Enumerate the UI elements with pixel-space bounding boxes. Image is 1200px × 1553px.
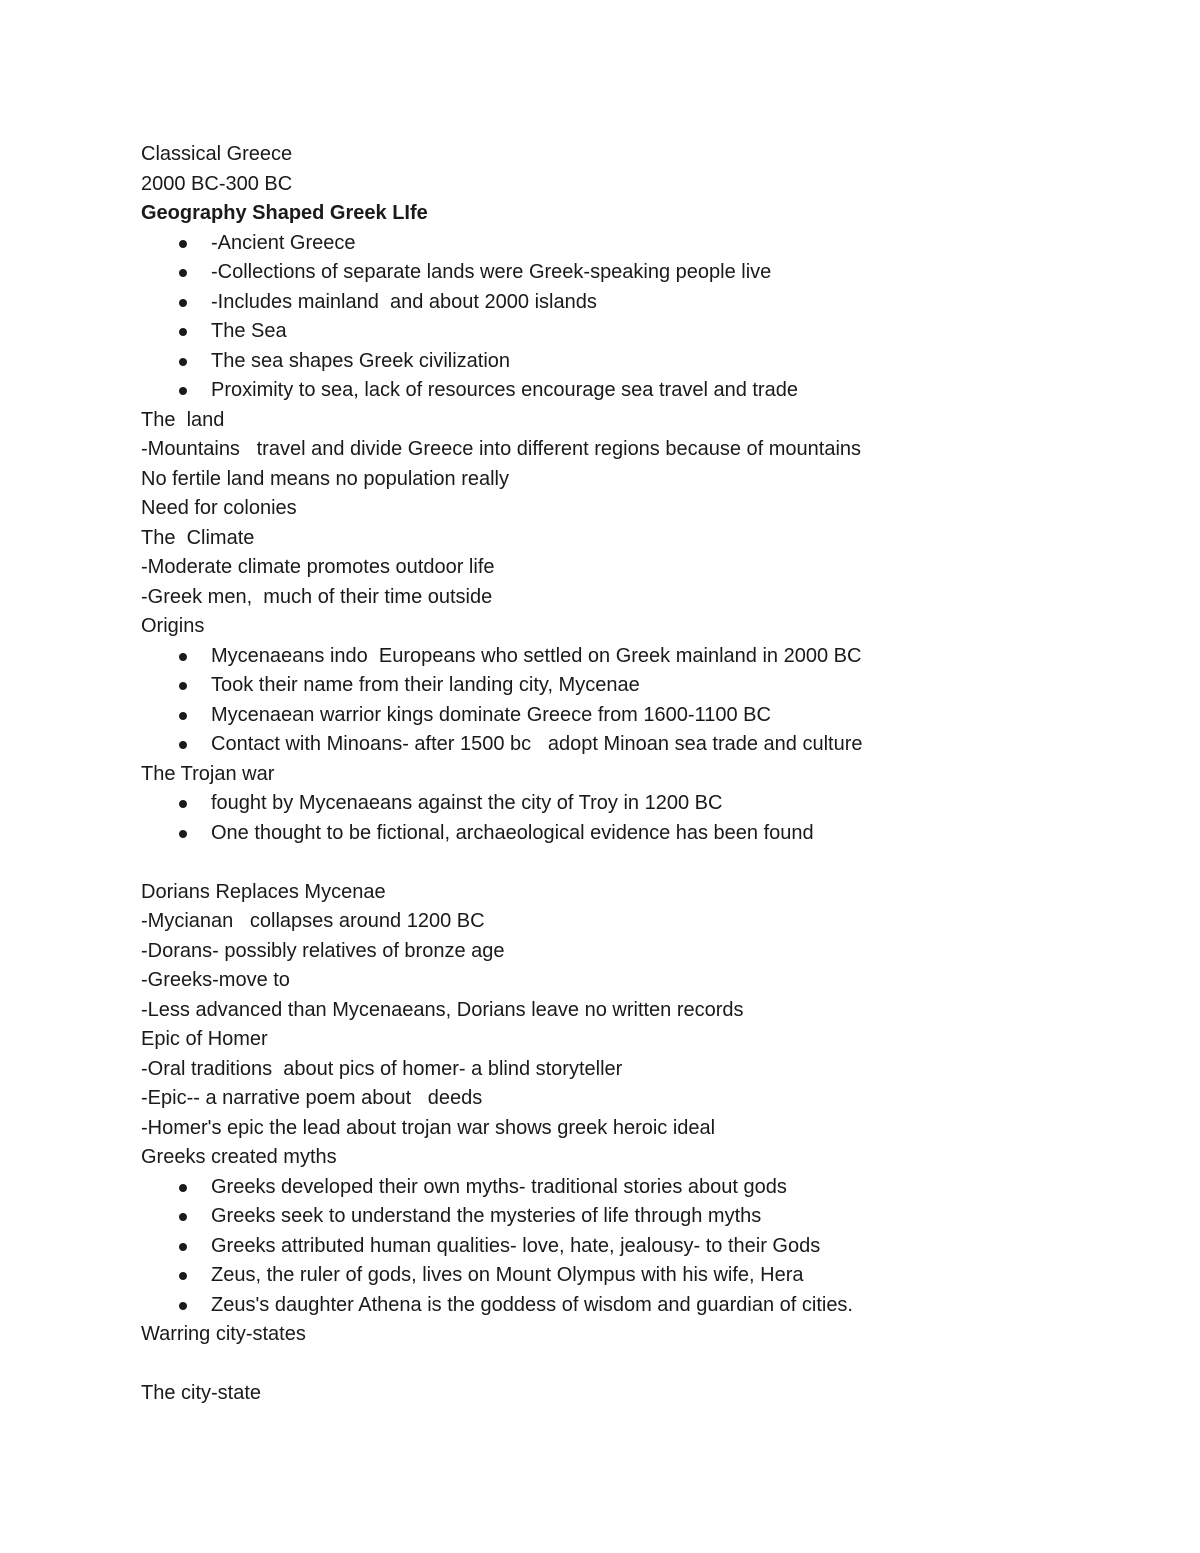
bullet-text: One thought to be fictional, archaeological evidence has been found <box>211 821 814 844</box>
bullet-dot-icon <box>179 358 187 366</box>
bullet-text: -Collections of separate lands were Greek-speaking people live <box>211 261 772 283</box>
bullet-item <box>141 288 1141 318</box>
text-line: Origins <box>141 615 205 637</box>
bullet-text: fought by Mycenaeans against the city of Troy in 1200 BC <box>211 792 723 814</box>
text-line: The Climate <box>141 526 255 549</box>
bullet-dot-icon <box>179 1184 187 1192</box>
text-line: The land <box>141 408 225 431</box>
section-heading: Geography Shaped Greek LIfe <box>141 202 428 224</box>
bullet-text: -Ancient Greece <box>211 231 356 254</box>
bullet-dot-icon <box>179 1213 187 1221</box>
bullet-item <box>141 701 1141 731</box>
bullet-dot-icon <box>179 269 187 277</box>
bullet-dot-icon <box>179 1243 187 1251</box>
bullet-dot-icon <box>179 387 187 395</box>
bullet-dot-icon <box>179 1272 187 1280</box>
bullet-dot-icon <box>179 682 187 690</box>
bullet-text: Mycenaeans indo Europeans who settled on Greek mainland in 2000 BC <box>211 644 862 667</box>
blank-line <box>141 848 1141 878</box>
bullet-dot-icon <box>179 1302 187 1310</box>
text-line: -Oral traditions about pics of homer- a blind storyteller <box>141 1057 623 1080</box>
text-line: Classical Greece <box>141 143 293 165</box>
text-line: 2000 BC-300 BC <box>141 172 293 195</box>
bullet-text: -Includes mainland and about 2000 islands <box>211 290 597 313</box>
bullet-text: Took their name from their landing city, Mycenae <box>211 674 640 696</box>
bullet-dot-icon <box>179 328 187 336</box>
bullet-dot-icon <box>179 712 187 720</box>
bullet-item <box>141 229 1141 259</box>
bullet-item <box>141 819 1141 849</box>
text-line: -Less advanced than Mycenaeans, Dorians leave no written records <box>141 998 744 1021</box>
bullet-dot-icon <box>179 240 187 248</box>
bullet-text: Mycenaean warrior kings dominate Greece from 1600-1100 BC <box>211 703 771 726</box>
bullet-dot-icon <box>179 830 187 838</box>
text-line: -Greek men, much of their time outside <box>141 585 493 608</box>
text-line: Warring city-states <box>141 1323 306 1345</box>
text-line: The Trojan war <box>141 762 275 785</box>
text-line: Need for colonies <box>141 497 297 519</box>
bullet-text: Contact with Minoans- after 1500 bc adopt Minoan sea trade and culture <box>211 733 863 755</box>
bullet-text: Zeus, the ruler of gods, lives on Mount Olympus with his wife, Hera <box>211 1264 804 1286</box>
text-line: -Dorans- possibly relatives of bronze age <box>141 939 505 962</box>
bullet-item <box>141 789 1141 819</box>
blank-line <box>141 1350 1141 1380</box>
text-line: No fertile land means no population really <box>141 467 509 490</box>
text-line: The city-state <box>141 1382 262 1404</box>
bullet-text: Proximity to sea, lack of resources encourage sea travel and trade <box>211 379 798 401</box>
bullet-item <box>141 1261 1141 1291</box>
bullet-text: Greeks developed their own myths- traditional stories about gods <box>211 1175 787 1198</box>
bullet-item <box>141 642 1141 672</box>
bullet-item <box>141 671 1141 701</box>
text-line: Epic of Homer <box>141 1028 268 1050</box>
bullet-dot-icon <box>179 653 187 661</box>
bullet-item <box>141 1232 1141 1262</box>
bullet-item <box>141 730 1141 760</box>
text-line: -Homer's epic the lead about trojan war shows greek heroic ideal <box>141 1116 716 1139</box>
bullet-text: Greeks attributed human qualities- love, hate, jealousy- to their Gods <box>211 1234 821 1257</box>
text-line: Dorians Replaces Mycenae <box>141 880 386 903</box>
text-line: -Greeks-move to <box>141 969 290 991</box>
bullet-item <box>141 317 1141 347</box>
text-line: -Mountains travel and divide Greece into different regions because of mountains <box>141 438 862 460</box>
bullet-item <box>141 376 1141 406</box>
bullet-item <box>141 258 1141 288</box>
bullet-dot-icon <box>179 299 187 307</box>
text-line: Greeks created myths <box>141 1146 337 1168</box>
bullet-text: Greeks seek to understand the mysteries of life through myths <box>211 1205 762 1227</box>
bullet-dot-icon <box>179 800 187 808</box>
text-line: -Epic-- a narrative poem about deeds <box>141 1087 483 1109</box>
bullet-item <box>141 1202 1141 1232</box>
text-line: -Moderate climate promotes outdoor life <box>141 556 495 578</box>
bullet-text: Zeus's daughter Athena is the goddess of wisdom and guardian of cities. <box>211 1293 853 1316</box>
document-body <box>141 140 1141 1409</box>
bullet-item <box>141 347 1141 377</box>
bullet-text: The Sea <box>211 320 287 342</box>
bullet-item <box>141 1291 1141 1321</box>
bullet-item <box>141 1173 1141 1203</box>
bullet-dot-icon <box>179 741 187 749</box>
text-line: -Mycianan collapses around 1200 BC <box>141 910 485 932</box>
bullet-text: The sea shapes Greek civilization <box>211 349 511 372</box>
